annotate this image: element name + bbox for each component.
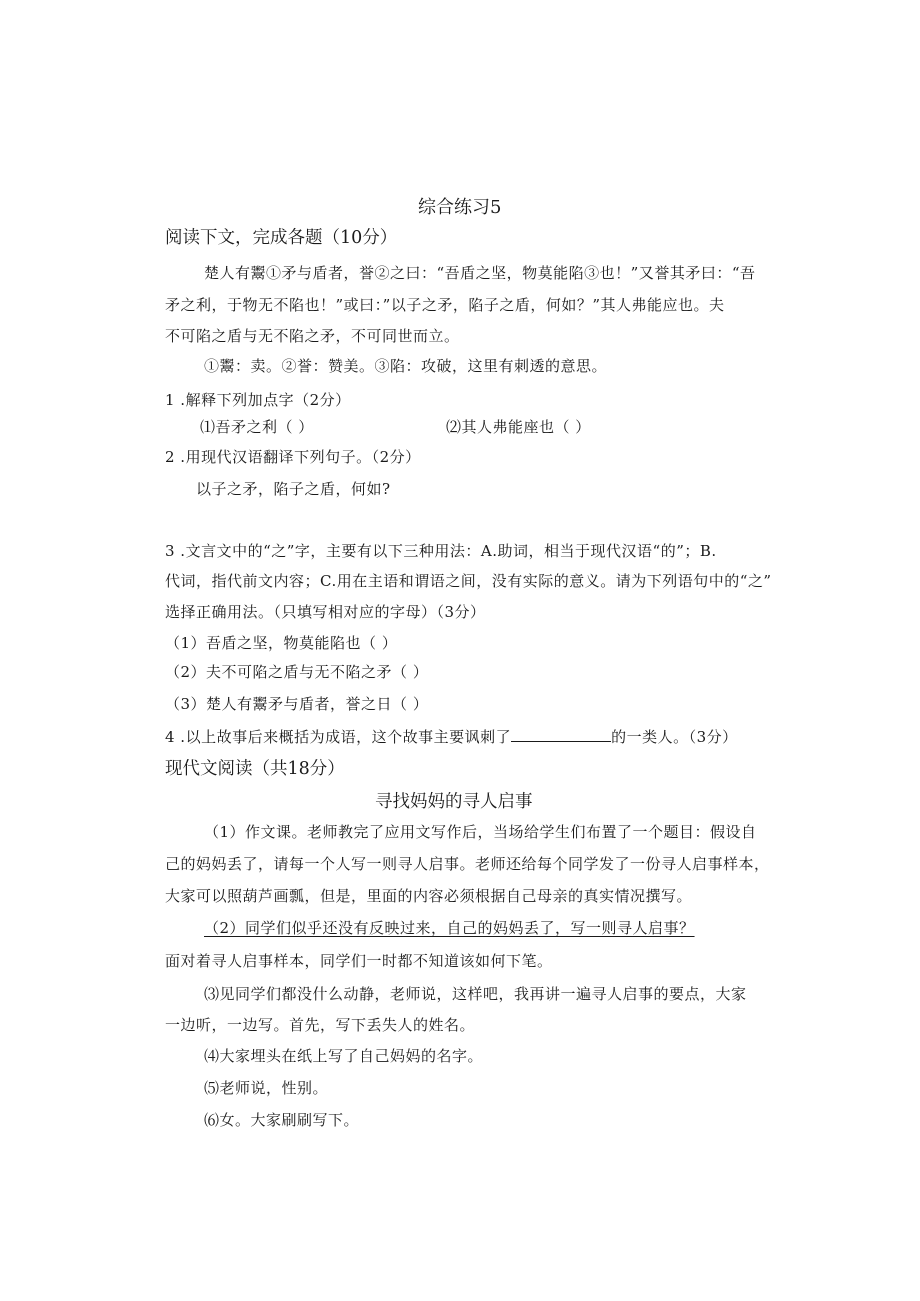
paragraph-6: ⑹女。大家刷刷写下。 — [204, 1111, 360, 1129]
passage-line: 矛之利，于物无不陷也！”或曰：”以子之矛，陷子之盾，何如？”其人弗能应也。夫 — [165, 296, 725, 314]
paragraph-1-line: 大家可以照葫芦画瓢，但是，里面的内容必须根据自己母亲的真实情况撰写。 — [165, 887, 693, 905]
question-4-text-after: 的一类人。（3分） — [611, 728, 738, 746]
question-1-item-b: ⑵其人弗能座也（ ） — [446, 418, 591, 436]
question-2-sentence: 以子之矛，陷子之盾，何如? — [196, 480, 391, 498]
paragraph-2-underlined: （2）同学们似乎还没有反映过来，自己的妈妈丢了，写一则寻人启事？ — [204, 919, 695, 937]
question-1: 1 .解释下列加点字（2分） — [165, 391, 351, 409]
passage-line: 楚人有鬻①矛与盾者，誉②之曰：“吾盾之坚，物莫能陷③也！”又誉其矛曰：“吾 — [204, 264, 756, 282]
paragraph-1-line: （1）作文课。老师教完了应用文写作后，当场给学生们布置了一个题目：假设自 — [204, 823, 757, 841]
question-3-item: （2）夫不可陷之盾与无不陷之矛（ ） — [165, 663, 429, 681]
passage-line: 不可陷之盾与无不陷之矛，不可同世而立。 — [165, 327, 460, 345]
section1-heading: 阅读下文，完成各题（10分） — [165, 228, 398, 248]
question-3-line: 代词，指代前文内容；C.用在主语和谓语之间，没有实际的意义。请为下列语句中的“之” — [165, 572, 772, 590]
annotation-notes: ①鬻：卖。②誉：赞美。③陷：攻破，这里有刺透的意思。 — [204, 357, 608, 375]
question-3-line: 3 .文言文中的“之”字，主要有以下三种用法：A.助词，相当于现代汉语“的”；B. — [165, 542, 717, 560]
question-3-item: （3）楚人有鬻矛与盾者，誉之日（ ） — [165, 695, 429, 713]
paragraph-5: ⑸老师说，性别。 — [204, 1079, 329, 1097]
question-3-item: （1）吾盾之坚，物莫能陷也（ ） — [165, 634, 398, 652]
document-title: 综合练习5 — [418, 197, 502, 218]
paragraph-4: ⑷大家埋头在纸上写了自己妈妈的名字。 — [204, 1047, 484, 1065]
question-4 — [165, 727, 738, 747]
section2-heading: 现代文阅读（共18分） — [165, 759, 345, 779]
answer-blank[interactable] — [511, 727, 611, 742]
question-4-text-before: 4 .以上故事后来概括为成语，这个故事主要讽刺了 — [165, 728, 512, 746]
paragraph-1-line: 己的妈妈丢了，请每一个人写一则寻人启事。老师还给每个同学发了一份寻人启事样本， — [165, 855, 770, 873]
question-2: 2 .用现代汉语翻译下列句子。（2分） — [165, 448, 421, 466]
question-1-item-a: ⑴吾矛之利（ ） — [200, 418, 314, 436]
article-title: 寻找妈妈的寻人启事 — [375, 792, 533, 812]
paragraph-3-line: ⑶见同学们都没什么动静，老师说，这样吧，我再讲一遍寻人启事的要点，大家 — [204, 985, 747, 1003]
paragraph-3-line: 一边听，一边写。首先，写下丢失人的姓名。 — [165, 1016, 476, 1034]
paragraph-2-continuation: 面对着寻人启事样本，同学们一时都不知道该如何下笔。 — [165, 952, 553, 970]
question-3-line: 选择正确用法。（只填写相对应的字母）（3分） — [165, 603, 486, 621]
